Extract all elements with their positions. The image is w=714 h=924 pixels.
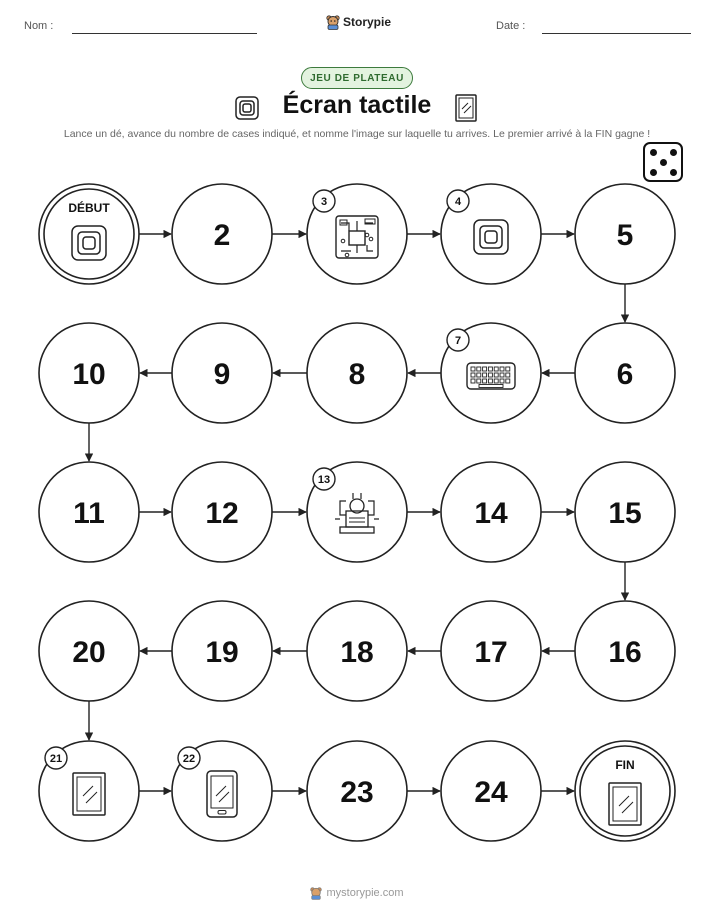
space-number: 23 [340,776,374,809]
space-number: 15 [608,497,642,530]
brand-name: Storypie [343,15,392,29]
space-number: 10 [72,358,106,391]
board-space-22[interactable] [172,741,272,841]
board-space-15[interactable] [575,462,675,562]
space-number: 11 [73,497,105,530]
space-label: FIN [615,758,635,772]
space-number: 20 [72,636,106,669]
board-space-17[interactable] [441,601,541,701]
footer-site[interactable]: mystorypie.com [326,887,404,899]
space-number: 18 [340,636,374,669]
game-type-badge: JEU DE PLATEAU [301,67,413,89]
space-number: 17 [474,636,508,669]
board-space-19[interactable] [172,601,272,701]
space-number: 12 [205,497,239,530]
board-space-18[interactable] [307,601,407,701]
board-space-24[interactable] [441,741,541,841]
board-space-1[interactable] [39,184,139,284]
space-number: 24 [474,776,508,809]
board-space-9[interactable] [172,323,272,423]
name-label: Nom : [24,20,54,32]
space-number-badge: 13 [317,474,331,486]
space-number: 8 [348,358,366,391]
board-space-2[interactable] [172,184,272,284]
space-number-badge: 22 [182,753,196,765]
bear-mascot-icon [310,886,322,900]
board-space-10[interactable] [39,323,139,423]
board-space-6[interactable] [575,323,675,423]
page-title: Écran tactile [282,91,432,119]
board-space-25[interactable] [575,741,675,841]
space-number: 6 [616,358,634,391]
space-label: DÉBUT [68,201,110,215]
footer [0,886,714,900]
space-number-badge: 21 [49,753,63,765]
board-space-14[interactable] [441,462,541,562]
board-space-11[interactable] [39,462,139,562]
board-space-23[interactable] [307,741,407,841]
board-space-4[interactable] [441,184,541,284]
board-space-5[interactable] [575,184,675,284]
board-space-8[interactable] [307,323,407,423]
space-number-badge: 7 [454,335,462,347]
board-space-13[interactable] [307,462,407,562]
date-label: Date : [496,20,526,32]
board-space-20[interactable] [39,601,139,701]
space-number-badge: 4 [454,196,462,208]
board-space-16[interactable] [575,601,675,701]
board-space-12[interactable] [172,462,272,562]
space-number: 9 [213,358,231,391]
space-number: 2 [213,219,231,252]
board-space-7[interactable] [441,323,541,423]
space-number: 19 [205,636,239,669]
space-number-badge: 3 [320,196,328,208]
board-space-3[interactable] [307,184,407,284]
space-number: 5 [616,219,634,252]
space-number: 14 [474,497,508,530]
board-space-21[interactable] [39,741,139,841]
space-number: 16 [608,636,642,669]
instructions: Lance un dé, avance du nombre de cases indiqué, et nomme l'image sur laquelle tu arrives. Le premier arrivé à la FIN gagne ! [63,128,651,140]
